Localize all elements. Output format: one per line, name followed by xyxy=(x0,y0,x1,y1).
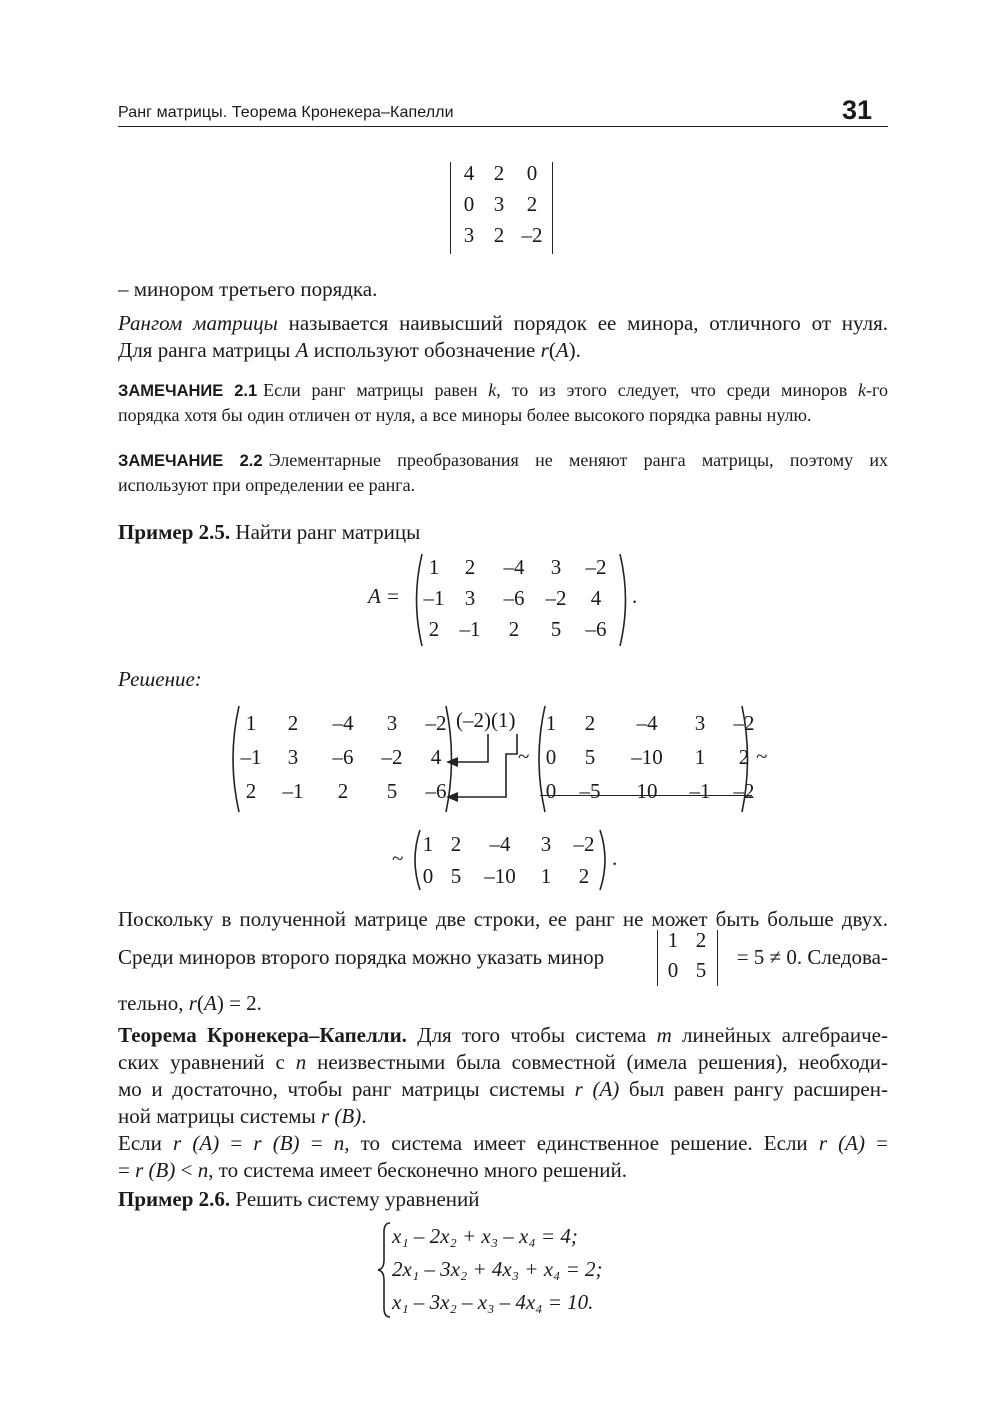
remark-2-2-line-2: используют при определении ее ранга. xyxy=(118,475,416,495)
remark-2-1-line-1: ЗАМЕЧАНИЕ 2.1 Если ранг матрицы равен k, то из этого следует, что среди миноров k-го xyxy=(118,380,888,400)
matrix-cell: –5 xyxy=(579,779,601,803)
remark-label: ЗАМЕЧАНИЕ 2.1 xyxy=(118,382,258,400)
matrix-cell: 2 xyxy=(584,711,596,735)
matrix-cell: –2 xyxy=(585,555,607,579)
matrix-cell: –2 xyxy=(545,586,567,610)
matrix-cell: –6 xyxy=(425,779,447,803)
determinant-bar-right xyxy=(717,930,718,986)
matrix-cell: 0 xyxy=(463,192,475,216)
theorem-line-3: мо и достаточно, чтобы ранг матрицы системы r (A) был равен рангу расширен- xyxy=(118,1077,888,1101)
rank-definition xyxy=(118,310,888,364)
paren-right xyxy=(740,704,754,814)
matrix-cell: 0 xyxy=(545,779,557,803)
matrix-cell: 2 xyxy=(695,928,707,952)
matrix-cell: –2 xyxy=(381,745,403,769)
theorem-line-2: ских уравнений с n неизвестными была совместной (имела решения), необходи- xyxy=(118,1050,889,1074)
matrix-cell: –1 xyxy=(423,586,445,610)
equation-3: x₁ – 3x₂ – x₃ – 4x₄ = 10. xyxy=(392,1290,594,1314)
matrix-cell: 3 xyxy=(386,711,398,735)
matrix-cell: –6 xyxy=(332,745,354,769)
strikethrough-line xyxy=(540,795,752,796)
solution-label: Решение: xyxy=(118,667,202,691)
matrix-cell: 1 xyxy=(245,711,257,735)
determinant-bar-right xyxy=(552,162,553,254)
matrix-cell: 2 xyxy=(245,779,257,803)
remark-2-1-line-2: порядка хотя бы один отличен от нуля, а все миноры более высокого порядка равны нулю. xyxy=(118,405,812,425)
period: . xyxy=(632,584,638,608)
matrix-cell: 2 xyxy=(526,192,538,216)
matrix-cell: –10 xyxy=(631,745,663,769)
matrix-cell: 1 xyxy=(422,832,434,856)
determinant-bar-left xyxy=(657,930,658,986)
matrix-cell: 2 xyxy=(428,617,440,641)
equation-2: 2x₁ – 3x₂ + 4x₃ + x₄ = 2; xyxy=(392,1257,603,1281)
matrix-cell: –1 xyxy=(689,779,711,803)
matrix-cell: 1 xyxy=(667,928,679,952)
matrix-cell: –4 xyxy=(636,711,658,735)
period: . xyxy=(612,846,618,870)
matrix-cell: –4 xyxy=(503,555,525,579)
matrix-cell: 0 xyxy=(667,958,679,982)
reduced-matrix xyxy=(392,828,622,892)
equation-1: x₁ – 2x₂ + x₃ – x₄ = 4; xyxy=(392,1224,578,1248)
theorem-line-1: Теорема Кронекера–Капелли. Для того чтобы система m линейных алгебраиче- xyxy=(118,1023,888,1047)
term-rank: Рангом матрицы xyxy=(118,311,278,335)
paren-right xyxy=(618,552,632,648)
matrix-cell: –4 xyxy=(332,711,354,735)
matrix-cell: 1 xyxy=(428,555,440,579)
uniqueness-line-2: = r (B) < n, то система имеет бесконечно много решений. xyxy=(118,1158,627,1182)
matrix-cell: 2 xyxy=(464,555,476,579)
row-reduction xyxy=(226,704,786,816)
matrix-A-grid xyxy=(420,552,616,645)
solution-uniqueness xyxy=(118,1130,888,1184)
rank-conclusion-line-3: тельно, r(A) = 2. xyxy=(118,991,262,1015)
matrix-cell: 5 xyxy=(695,958,707,982)
example-label: Пример 2.5. xyxy=(118,520,231,544)
page-number: 31 xyxy=(842,95,873,125)
equivalence-tilde: ~ xyxy=(756,744,768,768)
running-header-title: Ранг матрицы. Теорема Кронекера–Капелли xyxy=(118,104,454,121)
remark-2-2 xyxy=(118,448,888,497)
matrix-cell: 3 xyxy=(493,192,505,216)
matrix-cell: –2 xyxy=(573,832,595,856)
determinant-grid xyxy=(659,925,715,985)
matrix-cell: –10 xyxy=(484,864,516,888)
matrix-A-lhs: A = xyxy=(368,584,400,608)
minor-caption: – минором третьего порядка. xyxy=(118,277,378,301)
equivalence-tilde: ~ xyxy=(518,744,530,768)
matrix-cell: 3 xyxy=(464,586,476,610)
matrix-cell: –6 xyxy=(585,617,607,641)
matrix-3-grid xyxy=(416,828,604,892)
matrix-cell: 0 xyxy=(545,745,557,769)
matrix-cell: 5 xyxy=(584,745,596,769)
matrix-cell: 2 xyxy=(493,161,505,185)
equation-system xyxy=(376,1220,666,1320)
matrix-cell: 10 xyxy=(636,779,658,803)
matrix-A-definition xyxy=(368,552,648,648)
matrix-2-grid xyxy=(540,706,764,808)
matrix-cell: 3 xyxy=(550,555,562,579)
remark-2-2-line-1: ЗАМЕЧАНИЕ 2.2 Элементарные преобразования не меняют ранга матрицы, поэтому их xyxy=(118,450,888,470)
example-2-6-heading: Пример 2.6. Решить систему уравнений xyxy=(118,1187,480,1211)
determinant-minor-2 xyxy=(657,928,721,988)
matrix-cell: 3 xyxy=(540,832,552,856)
system-brace xyxy=(376,1220,392,1320)
theorem-kronecker-capelli xyxy=(118,1022,888,1130)
paren-right xyxy=(598,828,612,892)
remark-label: ЗАМЕЧАНИЕ 2.2 xyxy=(118,452,263,470)
matrix-cell: 0 xyxy=(422,864,434,888)
rank-conclusion-line-2-end: = 5 ≠ 0. Следова- xyxy=(736,945,888,969)
matrix-cell: 1 xyxy=(694,745,706,769)
matrix-cell: –6 xyxy=(503,586,525,610)
matrix-cell: 1 xyxy=(540,864,552,888)
uniqueness-line-1: Если r (A) = r (B) = n, то система имеет единственное решение. Если r (A) = xyxy=(118,1131,889,1155)
matrix-cell: 3 xyxy=(287,745,299,769)
rank-conclusion-line-1: Поскольку в полученной матрице две строки, ее ранг не может быть больше двух. xyxy=(118,907,888,931)
matrix-cell: –1 xyxy=(459,617,481,641)
matrix-cell: 2 xyxy=(337,779,349,803)
theorem-line-4: ной матрицы системы r (B). xyxy=(118,1104,367,1128)
matrix-cell: –2 xyxy=(425,711,447,735)
rank-definition-line-1: Рангом матрицы называется наивысший порядок ее минора, отличного от нуля. xyxy=(118,311,888,335)
matrix-cell: –2 xyxy=(733,711,755,735)
equivalence-tilde: ~ xyxy=(392,846,404,870)
matrix-cell: –1 xyxy=(282,779,304,803)
matrix-cell: –2 xyxy=(521,223,543,247)
matrix-cell: 4 xyxy=(590,586,602,610)
matrix-cell: 5 xyxy=(386,779,398,803)
matrix-cell: 4 xyxy=(463,161,475,185)
rank-conclusion-line-2: Среди миноров второго порядка можно указать минор xyxy=(118,945,605,969)
matrix-cell: 5 xyxy=(550,617,562,641)
matrix-cell: 2 xyxy=(578,864,590,888)
determinant-minor-3 xyxy=(450,160,550,256)
matrix-cell: 2 xyxy=(508,617,520,641)
matrix-cell: –1 xyxy=(240,745,262,769)
matrix-cell: –2 xyxy=(733,779,755,803)
matrix-cell: 3 xyxy=(694,711,706,735)
matrix-cell: 2 xyxy=(493,223,505,247)
determinant-bar-left xyxy=(450,162,451,254)
matrix-cell: 4 xyxy=(430,745,442,769)
matrix-cell: 5 xyxy=(450,864,462,888)
example-label: Пример 2.6. xyxy=(118,1187,231,1211)
rank-definition-line-2: Для ранга матрицы A используют обозначение r(A). xyxy=(118,338,581,362)
matrix-cell: 1 xyxy=(545,711,557,735)
theorem-title: Теорема Кронекера–Капелли. xyxy=(118,1023,407,1047)
matrix-cell: 3 xyxy=(463,223,475,247)
matrix-cell: 2 xyxy=(287,711,299,735)
example-2-5-heading: Пример 2.5. Найти ранг матрицы xyxy=(118,520,421,544)
determinant-grid xyxy=(454,158,550,251)
matrix-cell: 0 xyxy=(526,161,538,185)
row-multipliers: (–2)(1) xyxy=(456,708,516,732)
remark-2-1 xyxy=(118,378,888,427)
matrix-1-grid xyxy=(234,706,456,808)
matrix-cell: –4 xyxy=(489,832,511,856)
matrix-cell: 2 xyxy=(450,832,462,856)
header-rule xyxy=(118,126,888,127)
matrix-cell: 2 xyxy=(738,745,750,769)
